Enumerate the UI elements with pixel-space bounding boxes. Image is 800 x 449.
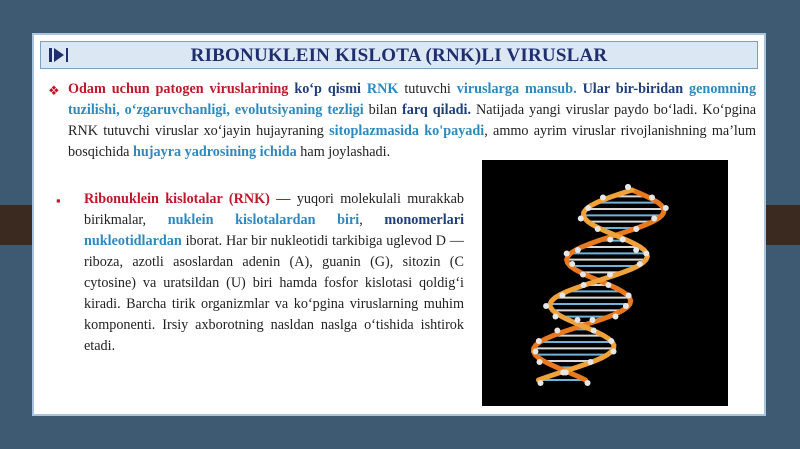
p2-segment: Ribonuklein kislotalar (RNK) — — [84, 191, 291, 207]
dna-atom — [569, 261, 575, 267]
dna-atom — [613, 314, 619, 320]
p1-segment: RNK — [366, 81, 399, 97]
dna-atom — [587, 359, 593, 365]
p1-segment: viruslarga mansub. — [456, 81, 577, 97]
dna-atom — [600, 195, 606, 201]
p2-segment: nuklein kislotalardan biri — [167, 212, 360, 228]
p1-segment: sitoplazmasida ko'payadi — [329, 123, 485, 139]
dna-atom — [537, 380, 543, 386]
dna-atom — [585, 205, 591, 211]
intro-paragraph — [68, 79, 756, 163]
dna-atom — [591, 328, 597, 334]
dna-atom — [575, 247, 581, 253]
dna-atom — [611, 349, 617, 355]
dna-atom — [563, 370, 569, 376]
p1-segment: Odam uchun patogen viruslarining — [68, 81, 289, 97]
rnk-definition-paragraph — [84, 189, 464, 357]
dna-atom — [543, 303, 549, 309]
p2-segment: , — [359, 212, 385, 228]
p1-segment: genomning tuzilishi, o‘zgaruvchanligi, evolutsiyaning tezligi — [68, 81, 757, 118]
dna-atom — [552, 314, 558, 320]
dna-atom — [605, 282, 611, 288]
dna-atom — [532, 349, 538, 355]
p1-segment: Natijada yangi viruslar paydo bo‘ladi. Ko‘pgina RNK tutuvchi viruslar xo‘jayin hujayraning — [68, 102, 757, 139]
dna-atom — [633, 247, 639, 253]
dna-atom — [585, 380, 591, 386]
p1-segment: farq qiladi. — [402, 102, 472, 118]
dna-atom — [581, 282, 587, 288]
p1-segment: tutuvchi — [398, 81, 457, 97]
p2-segment: yuqori molekulali murakkab birikmalar, — [84, 191, 464, 228]
slide — [32, 33, 766, 416]
p2-segment: iborat. Har bir nukleotidi tarkibiga uglevod D — riboza, azotli asoslardan adenin (A), guanin (G), sitozin (C cytosine) va uratsildan (U) biri hamda fosfor kislotasi qoldig‘i kiradi. Barcha tirik organizmlar va ko‘pgina viruslarning muhim komponenti. Irsiy axborotning nasldan naslga o‘tishida ishtirok etadi. — [84, 233, 464, 354]
p1-segment: ham joylashadi. — [296, 144, 391, 160]
dna-double-helix-image — [482, 160, 728, 406]
dna-atom — [608, 338, 614, 344]
p2-segment: nukleotidlardan — [84, 233, 182, 249]
dna-atom — [575, 317, 581, 323]
dna-atom — [620, 237, 626, 243]
dna-atom — [663, 205, 669, 211]
title-bar — [40, 41, 758, 69]
p1-segment: ko‘p qismi — [294, 81, 361, 97]
dna-atom — [589, 317, 595, 323]
dna-atom — [578, 216, 584, 222]
diamond-bullet-icon: ❖ — [48, 83, 60, 98]
dna-atom — [625, 184, 631, 190]
right-edge-tab — [760, 205, 800, 245]
dna-atom — [623, 303, 629, 309]
dna-atom — [626, 293, 632, 299]
dna-atom — [580, 272, 586, 278]
dna-atom — [536, 338, 542, 344]
dna-atom — [607, 237, 613, 243]
p1-segment: , ammo ayrim viruslar rivojlanishning ma’lum bosqichida — [68, 123, 757, 160]
dna-atom — [554, 328, 560, 334]
dna-atom — [564, 251, 570, 257]
dna-atom — [633, 226, 639, 232]
p1-segment: hujayra yadrosining ichida — [133, 144, 297, 160]
dna-atom — [595, 226, 601, 232]
p2-segment: monomerlari — [384, 212, 465, 228]
dna-atom — [559, 293, 565, 299]
slide-title: RIBONUKLEIN KISLOTA (RNK)LI VIRUSLAR — [190, 45, 608, 66]
dna-atom — [537, 359, 543, 365]
dna-atom — [607, 272, 613, 278]
square-bullet-icon: ▪ — [56, 193, 61, 208]
p1-segment: Ular bir-biridan — [582, 81, 684, 97]
p1-segment: bilan — [363, 102, 403, 118]
dna-atom — [651, 216, 657, 222]
dna-atom — [643, 251, 649, 257]
dna-atom — [649, 195, 655, 201]
dna-atom — [637, 261, 643, 267]
